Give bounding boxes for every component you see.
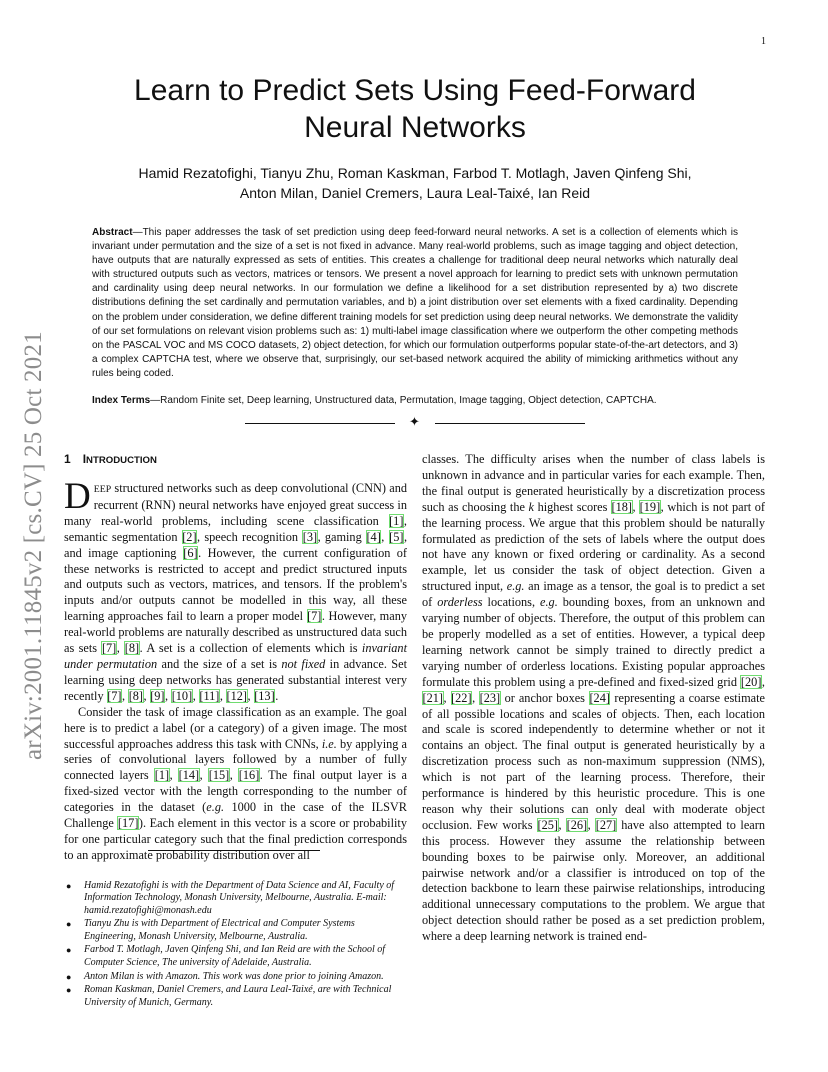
bullet-icon: ● bbox=[66, 945, 72, 956]
paper-title bbox=[80, 72, 750, 146]
footnotes bbox=[64, 880, 409, 1010]
footnote-text: Farbod T. Motlagh, Javen Qinfeng Shi, and Ian Reid are with the School of Computer Science, The university of Adelaide, Australia. bbox=[84, 944, 386, 968]
small-caps-text: EEP bbox=[93, 484, 112, 495]
section-title-rest: NTRODUCTION bbox=[86, 455, 157, 466]
body-text: , bbox=[165, 688, 172, 703]
emphasis-text: e.g. bbox=[206, 800, 225, 815]
body-text: , bbox=[199, 768, 209, 783]
citation-link[interactable]: [8] bbox=[124, 641, 140, 656]
citation-link[interactable]: [27] bbox=[595, 817, 617, 832]
citation-link[interactable]: [14] bbox=[178, 768, 200, 783]
body-text: , speech recognition bbox=[197, 529, 303, 544]
author-list bbox=[90, 163, 740, 203]
intro-paragraph-2 bbox=[64, 705, 407, 864]
section-number: 1 bbox=[64, 452, 71, 466]
footnote-rule bbox=[148, 850, 320, 851]
abstract bbox=[92, 226, 738, 381]
emphasis-text: i.e. bbox=[321, 736, 337, 751]
citation-link[interactable]: [16] bbox=[238, 768, 260, 783]
body-text: locations, bbox=[482, 595, 541, 610]
divider-rule-right bbox=[435, 423, 585, 424]
author-line: Hamid Rezatofighi, Tianyu Zhu, Roman Kaskman, Farbod T. Motlagh, Javen Qinfeng Shi, bbox=[138, 165, 692, 181]
body-text: , and image captioning bbox=[64, 529, 408, 560]
body-text: , bbox=[143, 688, 150, 703]
abstract-text: —This paper addresses the task of set prediction using deep feed-forward neural networks. A set is a collection of elements which is invariant under permutation and the size of a set is not fixed in advance. Many real-world problems, such as image tagging and object detection, have outputs that are naturally expressed as sets of entities. This creates a challenge for traditional deep neural networks which naturally deal with structured outputs such as vectors, matrices or tensors. We present a novel approach for learning to predict sets with unknown permutation and cardinality using deep neural networks. In our formulation we define a likelihood for a set distribution represented by a) two discrete distributions defining the set cardinally and permutation variables, and b) a joint distribution over set elements with a fixed cardinality. Depending on the problem under consideration, we define different training models for set prediction using deep neural networks. We demonstrate the validity of our set formulations on relevant vision problems such as: 1) multi-label image classification where we outperform the other competing methods on the PASCAL VOC and MS COCO datasets, 2) object detection, for which our formulation outperforms popular state-of-the-art detectors, and 3) a complex CAPTCHA test, where we observe that, surprisingly, our set-based network acquired the ability of mimicking arithmetics without any rules being coded. bbox=[92, 227, 738, 379]
index-terms-text: —Random Finite set, Deep learning, Unstructured data, Permutation, Image tagging, Object detection, CAPTCHA. bbox=[150, 395, 657, 406]
citation-link[interactable]: [9] bbox=[150, 688, 165, 703]
left-column bbox=[64, 476, 408, 864]
body-text: and the size of a set is bbox=[157, 656, 282, 671]
citation-link[interactable]: [10] bbox=[171, 688, 193, 703]
body-text: , bbox=[169, 768, 179, 783]
emphasis-text: not fixed bbox=[281, 656, 326, 671]
drop-cap: D bbox=[64, 476, 91, 517]
citation-link[interactable]: [7] bbox=[101, 641, 117, 656]
citation-link[interactable]: [3] bbox=[302, 529, 318, 544]
body-text: , bbox=[116, 641, 125, 656]
emphasis-text: k bbox=[528, 499, 535, 514]
bullet-icon: ● bbox=[66, 881, 72, 891]
citation-link[interactable]: [20] bbox=[740, 674, 762, 689]
citation-link[interactable]: [7] bbox=[307, 609, 322, 624]
body-text: . However, many real-world problems are naturally described as unstructured data such as sets bbox=[64, 609, 407, 656]
body-text: , bbox=[761, 674, 765, 689]
citation-link[interactable]: [18] bbox=[611, 499, 633, 514]
citation-link[interactable]: [17] bbox=[117, 816, 139, 831]
body-text: an image as a tensor, the goal is to predict a set of bbox=[422, 579, 766, 610]
body-text: , bbox=[247, 688, 254, 703]
footnote-item bbox=[64, 971, 409, 983]
citation-link[interactable]: [12] bbox=[226, 688, 248, 703]
footnote-text: Tianyu Zhu is with Department of Electrical and Computer Systems Engineering, Monash University, Melbourne, Australia. bbox=[84, 918, 355, 942]
title-line: Learn to Predict Sets Using Feed-Forward bbox=[134, 74, 696, 107]
footnote-item bbox=[64, 944, 409, 969]
citation-link[interactable]: [13] bbox=[254, 688, 275, 703]
citation-link[interactable]: [2] bbox=[182, 529, 197, 544]
citation-link[interactable]: [1] bbox=[154, 768, 170, 783]
body-text: , bbox=[219, 688, 227, 703]
bullet-icon: ● bbox=[66, 919, 72, 930]
body-text: in advance. Set learning using deep networks has generated substantial interest very recently bbox=[64, 656, 408, 703]
index-terms bbox=[92, 394, 738, 408]
footnote-text: Hamid Rezatofighi is with the Department of Data Science and AI, Faculty of Information Technology, Monash University, Melbourne, Australia. E-mail: hamid.rezatofighi@monash.edu bbox=[84, 880, 395, 916]
footnote-item bbox=[64, 918, 409, 943]
title-line: Neural Networks bbox=[304, 111, 526, 144]
body-text: representing a coarse estimate of all possible locations and scales of objects. Then, each location and scale is scored independently to determine whether or not it contains an object. The final output is generated heuristically by a discretization process such as non-maximum suppression (NMS), which is not part of the learning process. Therefore, their performance is hindered by this heuristic procedure. This is one reason why their solutions can only deal with moderate object occlusion. Few works bbox=[422, 690, 765, 832]
intro-paragraph-1 bbox=[64, 476, 408, 705]
body-text: , bbox=[558, 817, 567, 832]
divider-ornament-icon: ✦ bbox=[409, 415, 420, 430]
citation-link[interactable]: [22] bbox=[451, 690, 472, 705]
bullet-icon: ● bbox=[66, 971, 72, 982]
arxiv-identifier: arXiv:2001.11845v2 [cs.CV] 25 Oct 2021 bbox=[20, 331, 47, 760]
citation-link[interactable]: [7] bbox=[107, 688, 122, 703]
footnote-text: Anton Milan is with Amazon. This work was done prior to joining Amazon. bbox=[84, 970, 384, 982]
emphasis-text: orderless bbox=[437, 595, 483, 610]
citation-link[interactable]: [21] bbox=[422, 690, 443, 705]
citation-link[interactable]: [6] bbox=[183, 545, 198, 560]
body-text: . A set is a collection of elements which is bbox=[139, 641, 362, 656]
footnote-item bbox=[64, 880, 409, 917]
emphasis-text: e.g. bbox=[540, 595, 558, 610]
citation-link[interactable]: [4] bbox=[366, 529, 381, 544]
body-text: , bbox=[122, 688, 129, 703]
citation-link[interactable]: [24] bbox=[589, 690, 610, 705]
section-divider bbox=[245, 416, 585, 430]
body-text: , bbox=[632, 499, 640, 514]
body-text: , bbox=[443, 690, 451, 705]
citation-link[interactable]: [1] bbox=[389, 513, 404, 528]
footnote-item bbox=[64, 984, 409, 1009]
body-text: 1000 in the case of the ILSVR Challenge bbox=[64, 800, 407, 831]
body-text: , bbox=[381, 529, 389, 544]
body-text: , bbox=[587, 817, 596, 832]
body-text: , bbox=[229, 768, 239, 783]
section-title-initial: I bbox=[82, 452, 87, 466]
body-text: , semantic segmentation bbox=[64, 513, 407, 544]
author-line: Anton Milan, Daniel Cremers, Laura Leal-Taixé, Ian Reid bbox=[239, 185, 591, 201]
citation-link[interactable]: [11] bbox=[199, 688, 220, 703]
citation-link[interactable]: [25] bbox=[537, 817, 559, 832]
citation-link[interactable]: [26] bbox=[566, 817, 588, 832]
page-number: 1 bbox=[761, 36, 766, 47]
abstract-label: Abstract bbox=[92, 227, 133, 238]
citation-link[interactable]: [8] bbox=[128, 688, 144, 703]
right-column bbox=[422, 452, 765, 945]
body-text: or anchor boxes bbox=[500, 690, 589, 705]
intro-paragraph-continued bbox=[422, 452, 765, 945]
body-text: , bbox=[472, 690, 480, 705]
body-text: classes. The difficulty arises when the number of class labels is unknown in advance and in particular varies for each example. Then, the final output is generated heuristically by a discretization process such as choosing the bbox=[422, 452, 765, 514]
body-text: . However, the current configuration of these networks is restricted to accept and predict structured inputs and outputs such as vectors, matrices, and tensors. If the problem's inputs and/or outputs cannot be modelled in this way, all these learning approaches fail to learn a proper model bbox=[64, 545, 407, 624]
body-text: bounding boxes, from an unknown and varying number of objects. Therefore, the output of this problem can be properly modelled as a set of entities. However, a typical deep learning network cannot be simply trained to directly predict a varying number of orderless locations. Existing popular approaches formulate this problem using a pre-defined and fixed-sized grid bbox=[422, 595, 765, 689]
citation-link[interactable]: [5] bbox=[389, 529, 404, 544]
bullet-icon: ● bbox=[66, 985, 72, 996]
citation-link[interactable]: [19] bbox=[639, 499, 661, 514]
emphasis-text: invariant under permutation bbox=[64, 641, 407, 671]
emphasis-text: e.g. bbox=[506, 579, 525, 594]
arxiv-side-stamp bbox=[18, 290, 48, 760]
body-text: . The final output layer is a fixed-sized vector with the length corresponding to the number of categories in the dataset ( bbox=[64, 768, 407, 815]
body-text: have also attempted to learn this process. However they assume the relationship between bounding boxes to be pairwise only. Moreover, an additional pairwise network and/or a classifier is introduced on top of the detection backbone to learn these pairwise relationships, introducing additional unnecessary computations to the problem. We argue that object detection should rather be posed as a set prediction problem, where a deep learning network is trained end- bbox=[422, 817, 765, 944]
body-text: structured networks such as deep convolutional (CNN) and recurrent (RNN) neural networks have enjoyed great success in many real-world problems, including scene classification bbox=[64, 481, 407, 528]
body-text: ). Each element in this vector is a score or probability for one particular category such that the final prediction corresponds to an approximate probability distribution over all bbox=[64, 816, 407, 862]
body-text: , gaming bbox=[317, 529, 366, 544]
body-text: , bbox=[192, 688, 199, 703]
body-text: highest scores bbox=[534, 499, 612, 514]
body-text: Consider the task of image classification as an example. The goal here is to predict a label (or a category) of a given image. The most successful approaches address this task with CNNs, bbox=[64, 704, 407, 751]
body-text: . bbox=[275, 688, 279, 703]
body-text: , which is not part of the learning process. We argue that this problem should be naturally formulated as prediction of the sets of labels where the output does not have any known or fixed ordering or cardinality. As a second example, let us consider the task of object detection. Given a structured input, bbox=[422, 499, 765, 594]
index-terms-label: Index Terms bbox=[92, 395, 151, 406]
divider-rule-left bbox=[245, 423, 395, 424]
citation-link[interactable]: [23] bbox=[479, 690, 501, 705]
body-text: by applying a series of convolutional layers followed by a number of fully connected layers bbox=[64, 736, 407, 783]
citation-link[interactable]: [15] bbox=[208, 768, 230, 783]
footnote-text: Roman Kaskman, Daniel Cremers, and Laura Leal-Taixé, are with Technical University of Munich, Germany. bbox=[84, 984, 392, 1008]
section-heading bbox=[64, 452, 157, 466]
